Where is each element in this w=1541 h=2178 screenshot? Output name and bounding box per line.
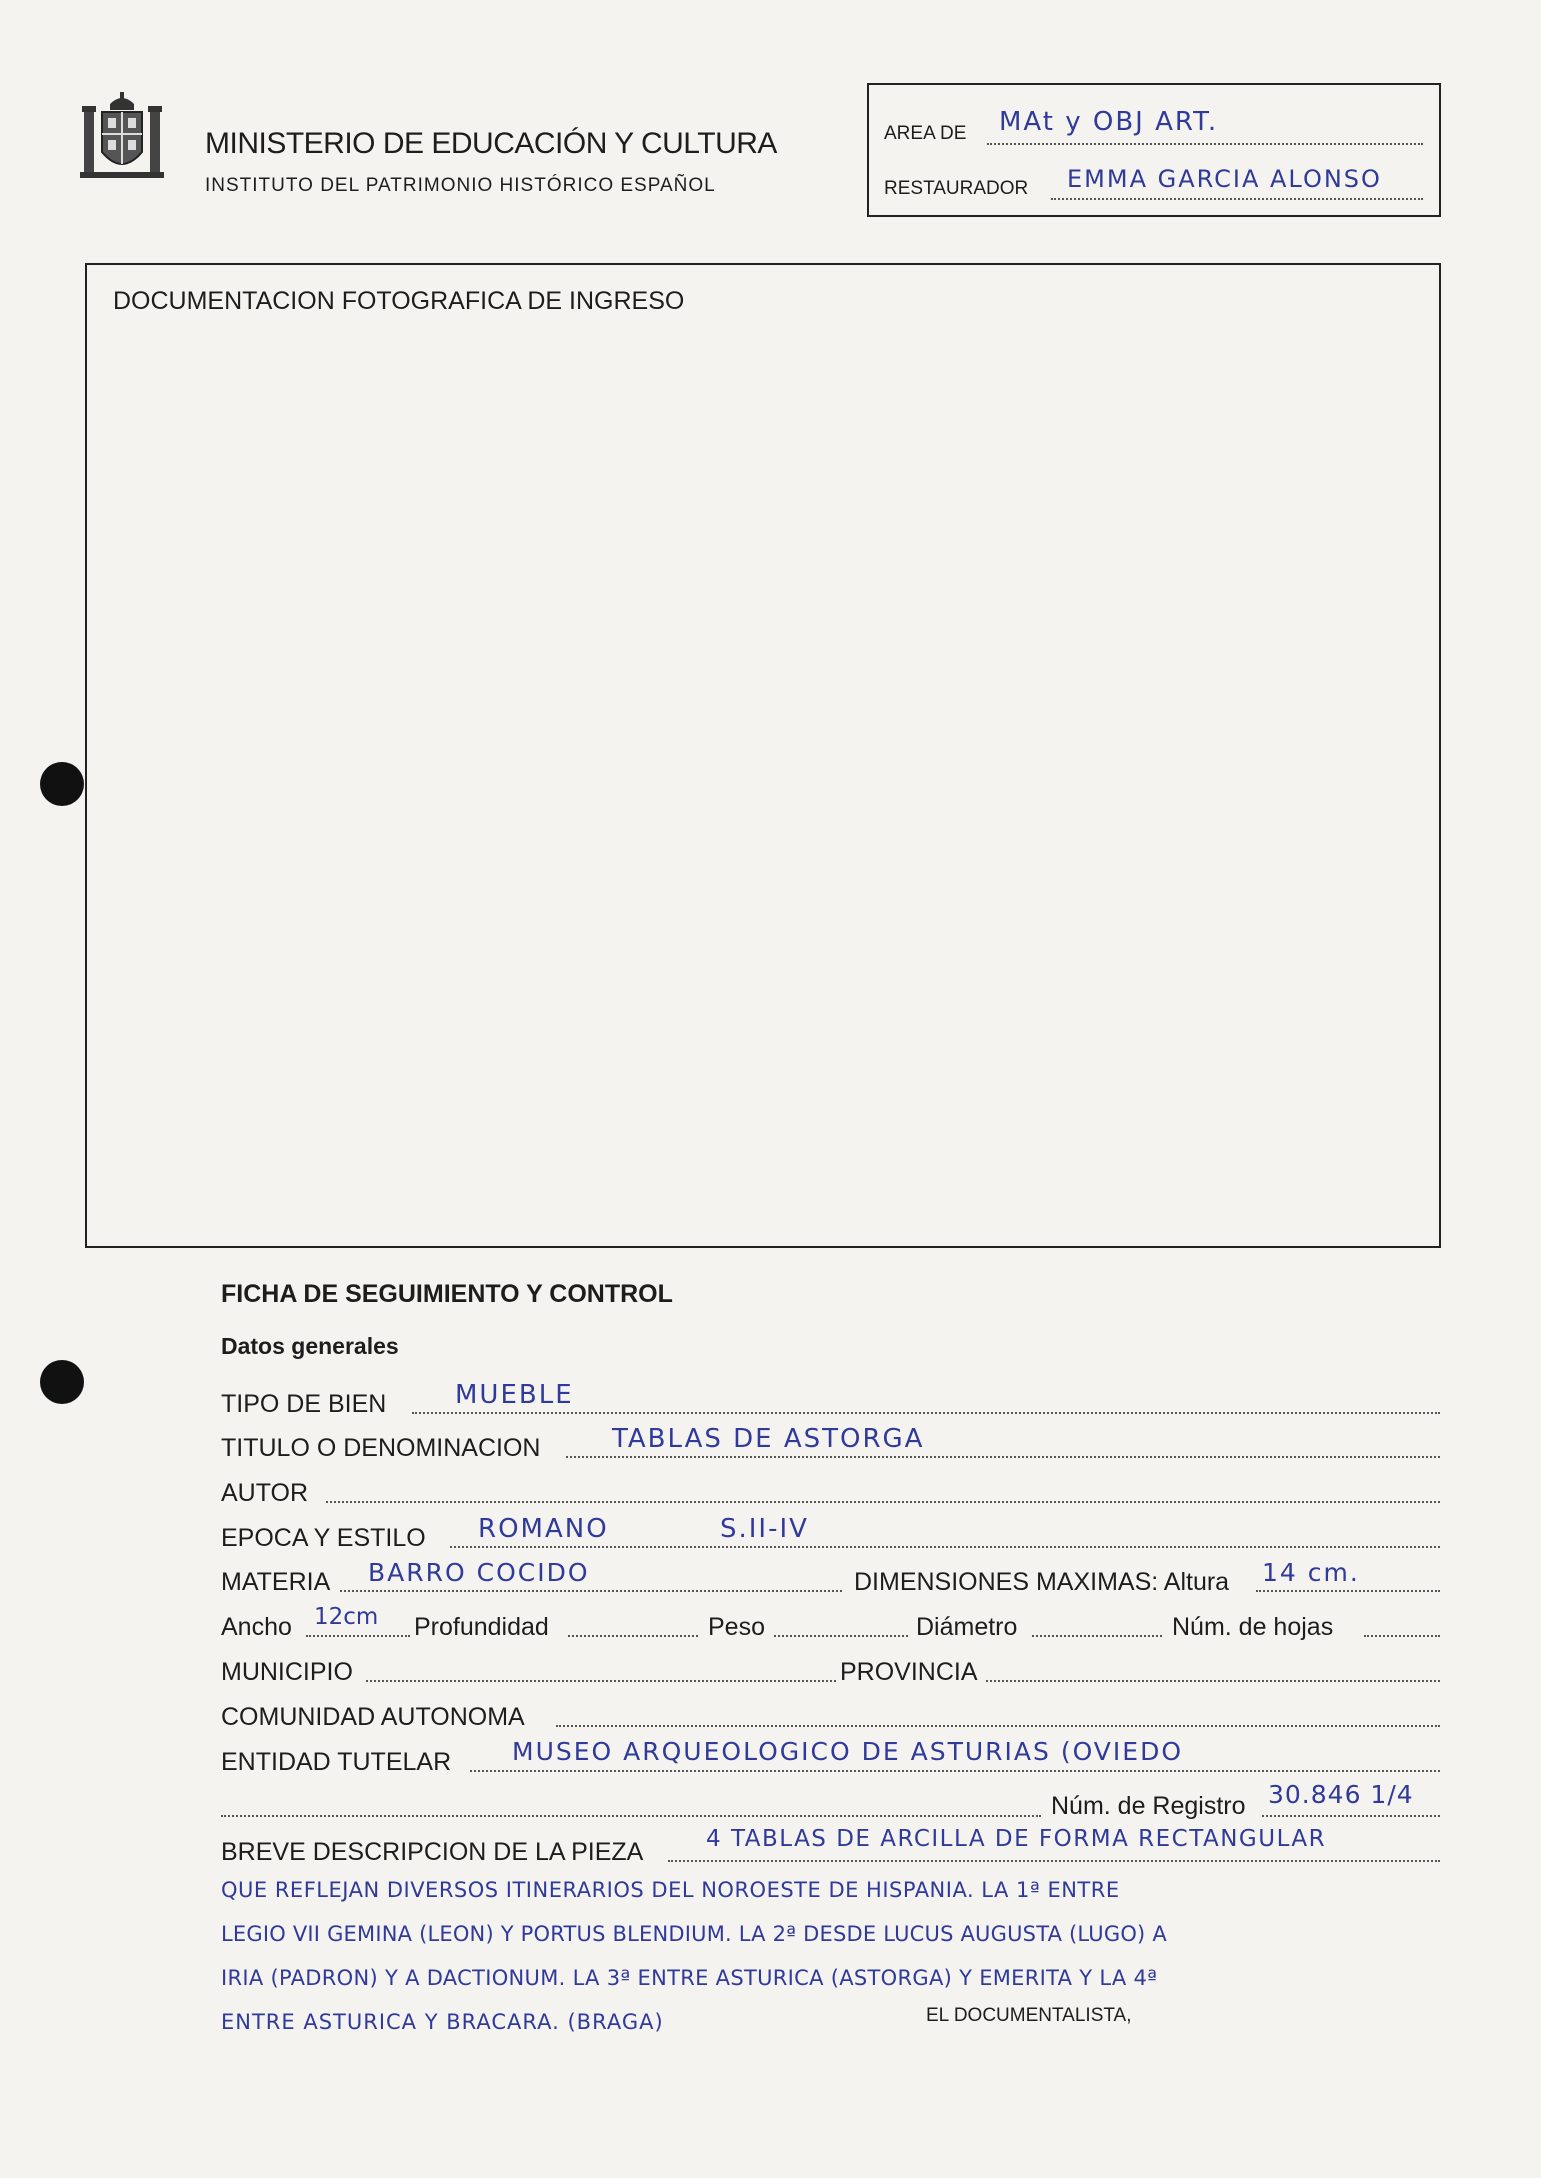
profundidad-label: Profundidad	[414, 1613, 549, 1641]
municipio-line	[366, 1680, 836, 1682]
tipo-label: TIPO DE BIEN	[221, 1390, 387, 1418]
restaurador-label: RESTAURADOR	[884, 178, 1029, 199]
altura-value: 14 cm.	[1262, 1558, 1360, 1587]
registro-value: 30.846 1/4	[1268, 1780, 1414, 1809]
binder-hole	[40, 762, 84, 806]
hojas-line	[1364, 1635, 1440, 1637]
registro-line	[1262, 1815, 1440, 1817]
entidad-value: MUSEO ARQUEOLOGICO DE ASTURIAS (OVIEDO	[512, 1737, 1184, 1766]
provincia-label: PROVINCIA	[840, 1658, 978, 1686]
autor-label: AUTOR	[221, 1479, 309, 1507]
ancho-line	[306, 1635, 410, 1637]
epoca-line	[450, 1546, 1440, 1548]
materia-value: BARRO COCIDO	[368, 1558, 590, 1587]
restaurador-value: EMMA GARCIA ALONSO	[1067, 165, 1382, 193]
municipio-label: MUNICIPIO	[221, 1658, 353, 1686]
photo-documentation-frame	[85, 263, 1441, 1248]
binder-hole	[40, 1360, 84, 1404]
area-value: MAt y OBJ ART.	[999, 107, 1219, 137]
area-line	[987, 143, 1423, 145]
diametro-label: Diámetro	[916, 1613, 1018, 1641]
materia-line	[340, 1590, 842, 1592]
epoca-label: EPOCA Y ESTILO	[221, 1524, 426, 1552]
form-title: FICHA DE SEGUIMIENTO Y CONTROL	[221, 1280, 673, 1308]
institute-name: INSTITUTO DEL PATRIMONIO HISTÓRICO ESPAÑOL	[205, 175, 716, 196]
tipo-line	[412, 1412, 1440, 1414]
descripcion-line-2: QUE REFLEJAN DIVERSOS ITINERARIOS DEL NOROESTE DE HISPANIA. LA 1ª ENTRE	[221, 1878, 1120, 1902]
photo-section-title: DOCUMENTACION FOTOGRAFICA DE INGRESO	[113, 287, 685, 315]
descripcion-line-4: IRIA (PADRON) Y A DACTIONUM. LA 3ª ENTRE ASTURICA (ASTORGA) Y EMERITA Y LA 4ª	[221, 1966, 1158, 1990]
comunidad-label: COMUNIDAD AUTONOMA	[221, 1703, 525, 1731]
profundidad-line	[568, 1635, 698, 1637]
comunidad-line	[556, 1725, 1440, 1727]
ancho-label: Ancho	[221, 1613, 292, 1641]
peso-line	[774, 1635, 908, 1637]
entidad-line	[470, 1770, 1440, 1772]
area-box	[867, 83, 1441, 217]
epoca-value-2: S.II-IV	[720, 1514, 809, 1544]
tipo-value: MUEBLE	[455, 1380, 574, 1410]
titulo-label: TITULO O DENOMINACION	[221, 1434, 541, 1462]
descripcion-label: BREVE DESCRIPCION DE LA PIEZA	[221, 1838, 644, 1866]
documentalista-label: EL DOCUMENTALISTA,	[926, 2005, 1132, 2026]
ministry-name: MINISTERIO DE EDUCACIÓN Y CULTURA	[205, 127, 777, 160]
descripcion-line-1: 4 TABLAS DE ARCILLA DE FORMA RECTANGULAR	[706, 1826, 1327, 1852]
registro-label: Núm. de Registro	[1051, 1792, 1246, 1820]
peso-label: Peso	[708, 1613, 765, 1641]
entidad-continuation-line	[221, 1815, 1041, 1817]
autor-line	[326, 1501, 1440, 1503]
restaurador-line	[1051, 198, 1423, 200]
provincia-line	[986, 1680, 1440, 1682]
descripcion-line-3: LEGIO VII GEMINA (LEON) Y PORTUS BLENDIUM. LA 2ª DESDE LUCUS AUGUSTA (LUGO) A	[221, 1922, 1167, 1946]
entidad-label: ENTIDAD TUTELAR	[221, 1748, 452, 1776]
epoca-value-1: ROMANO	[478, 1514, 609, 1544]
diametro-line	[1032, 1635, 1162, 1637]
dimensiones-label: DIMENSIONES MAXIMAS: Altura	[854, 1568, 1230, 1596]
materia-label: MATERIA	[221, 1568, 331, 1596]
area-label: AREA DE	[884, 123, 967, 144]
titulo-line	[566, 1456, 1440, 1458]
descripcion-line	[668, 1860, 1440, 1862]
descripcion-line-5: ENTRE ASTURICA Y BRACARA. (BRAGA)	[221, 2010, 664, 2034]
form-subtitle: Datos generales	[221, 1333, 399, 1359]
altura-line	[1256, 1590, 1440, 1592]
ancho-value: 12cm	[314, 1604, 379, 1630]
coat-of-arms-icon	[80, 90, 164, 182]
hojas-label: Núm. de hojas	[1172, 1613, 1334, 1641]
titulo-value: TABLAS DE ASTORGA	[612, 1424, 925, 1454]
